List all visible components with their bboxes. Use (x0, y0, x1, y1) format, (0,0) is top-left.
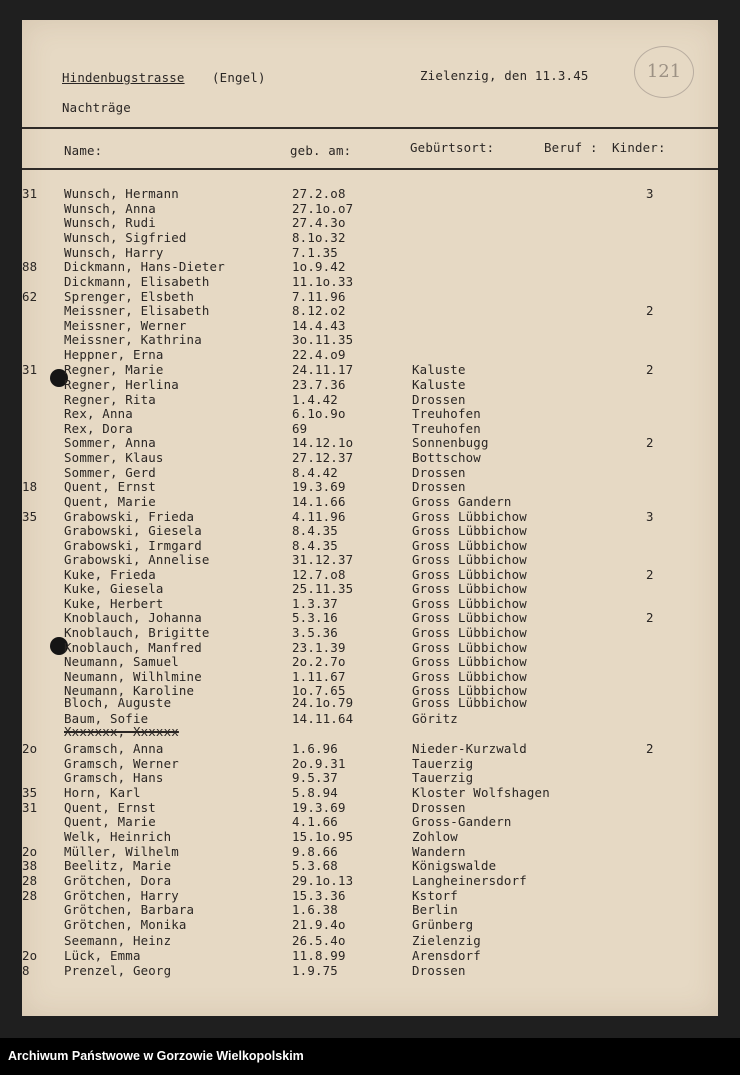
person-name: Quent, Marie (64, 494, 156, 509)
birth-place: Drossen (412, 465, 466, 480)
person-name: Rex, Dora (64, 421, 133, 436)
person-name: Müller, Wilhelm (64, 844, 179, 859)
table-row (22, 466, 718, 480)
birth-date: 8.4.35 (292, 523, 338, 538)
table-row (22, 187, 718, 201)
column-header-profession: Beruf : (544, 140, 598, 155)
table-row (22, 393, 718, 407)
table-row (22, 480, 718, 494)
person-name: Neumann, Wilhlmine (64, 669, 202, 684)
person-name: Gramsch, Anna (64, 741, 164, 756)
birth-place: Gross Lübbichow (412, 669, 527, 684)
birth-place: Grünberg (412, 917, 474, 932)
person-name: Bloch, Auguste (64, 695, 172, 710)
row-number: 38 (22, 858, 38, 873)
birth-place: Kaluste (412, 362, 466, 377)
table-row (22, 949, 718, 963)
table-row (22, 304, 718, 318)
person-name: Regner, Rita (64, 392, 156, 407)
birth-place: Gross Lübbichow (412, 683, 527, 698)
birth-place: Gross Lübbichow (412, 625, 527, 640)
person-name: Sprenger, Elsbeth (64, 289, 195, 304)
person-name: Xxxxxxx, Xxxxxx (64, 724, 179, 739)
person-name: Wunsch, Anna (64, 201, 156, 216)
children-count: 2 (646, 610, 654, 625)
row-number: 8 (22, 963, 30, 978)
birth-place: Bottschow (412, 450, 481, 465)
children-count: 2 (646, 567, 654, 582)
birth-date: 9.5.37 (292, 770, 338, 785)
table-row (22, 290, 718, 304)
birth-date: 5.8.94 (292, 785, 338, 800)
birth-date: 1.6.96 (292, 741, 338, 756)
person-name: Meissner, Werner (64, 318, 187, 333)
column-header-children: Kinder: (612, 140, 666, 155)
birth-date: 2o.9.31 (292, 756, 346, 771)
table-row (22, 568, 718, 582)
table-row (22, 202, 718, 216)
person-name: Gramsch, Hans (64, 770, 164, 785)
table-row (22, 696, 718, 710)
person-name: Kuke, Herbert (64, 596, 164, 611)
person-name: Knoblauch, Johanna (64, 610, 202, 625)
table-row (22, 889, 718, 903)
person-name: Rex, Anna (64, 406, 133, 421)
birth-place: Gross Lübbichow (412, 552, 527, 567)
birth-date: 25.11.35 (292, 581, 354, 596)
person-name: Quent, Ernst (64, 479, 156, 494)
children-count: 3 (646, 186, 654, 201)
birth-date: 4.1.66 (292, 814, 338, 829)
person-name: Knoblauch, Manfred (64, 640, 202, 655)
birth-place: Tauerzig (412, 756, 474, 771)
place-date: Zielenzig, den 11.3.45 (420, 68, 589, 83)
table-row (22, 333, 718, 347)
table-row (22, 611, 718, 625)
table-row (22, 422, 718, 436)
birth-date: 27.2.o8 (292, 186, 346, 201)
birth-place: Drossen (412, 963, 466, 978)
person-name: Quent, Marie (64, 814, 156, 829)
birth-date: 4.11.96 (292, 509, 346, 524)
row-number: 35 (22, 785, 38, 800)
birth-place: Berlin (412, 902, 458, 917)
row-number: 28 (22, 888, 38, 903)
row-number: 18 (22, 479, 38, 494)
birth-date: 23.1.39 (292, 640, 346, 655)
birth-place: Drossen (412, 479, 466, 494)
birth-place: Gross Lübbichow (412, 567, 527, 582)
table-row (22, 275, 718, 289)
person-name: Dickmann, Elisabeth (64, 274, 210, 289)
table-row (22, 407, 718, 421)
subtitle: Nachträge (62, 100, 131, 115)
person-name: Kuke, Frieda (64, 567, 156, 582)
birth-place: Gross Lübbichow (412, 654, 527, 669)
table-row (22, 859, 718, 873)
birth-date: 26.5.4o (292, 933, 346, 948)
table-row (22, 539, 718, 553)
person-name: Baum, Sofie (64, 711, 149, 726)
archive-footer (0, 1038, 740, 1075)
page-number-stamp: 121 (634, 46, 694, 98)
person-name: Grötchen, Barbara (64, 902, 195, 917)
person-name: Regner, Marie (64, 362, 164, 377)
person-name: Wunsch, Harry (64, 245, 164, 260)
birth-date: 15.3.36 (292, 888, 346, 903)
person-name: Grabowski, Irmgard (64, 538, 202, 553)
table-row (22, 451, 718, 465)
person-name: Lück, Emma (64, 948, 141, 963)
birth-place: Göritz (412, 711, 458, 726)
birth-place: Zohlow (412, 829, 458, 844)
birth-date: 14.4.43 (292, 318, 346, 333)
birth-date: 1.4.42 (292, 392, 338, 407)
person-name: Gramsch, Werner (64, 756, 179, 771)
children-count: 2 (646, 435, 654, 450)
table-row (22, 216, 718, 230)
person-name: Grötchen, Harry (64, 888, 179, 903)
column-header-born: geb. am: (290, 143, 352, 158)
table-row (22, 771, 718, 785)
table-row (22, 786, 718, 800)
birth-place: Gross Lübbichow (412, 640, 527, 655)
birth-date: 6.1o.9o (292, 406, 346, 421)
table-row (22, 436, 718, 450)
table-row (22, 815, 718, 829)
row-number: 2o (22, 741, 38, 756)
table-row (22, 260, 718, 274)
birth-date: 7.11.96 (292, 289, 346, 304)
birth-date: 27.4.3o (292, 215, 346, 230)
birth-place: Arensdorf (412, 948, 481, 963)
row-number: 88 (22, 259, 38, 274)
birth-date: 1o.7.65 (292, 683, 346, 698)
table-row (22, 801, 718, 815)
birth-place: Drossen (412, 392, 466, 407)
person-name: Grötchen, Monika (64, 917, 187, 932)
birth-date: 69 (292, 421, 308, 436)
person-name: Wunsch, Hermann (64, 186, 179, 201)
birth-place: Gross Lübbichow (412, 596, 527, 611)
birth-date: 3o.11.35 (292, 332, 354, 347)
table-row (22, 348, 718, 362)
document-page (22, 20, 718, 1016)
row-number: 31 (22, 186, 38, 201)
birth-place: Gross Gandern (412, 494, 512, 509)
birth-date: 3.5.36 (292, 625, 338, 640)
birth-date: 27.12.37 (292, 450, 354, 465)
table-row (22, 934, 718, 948)
person-name: Beelitz, Marie (64, 858, 172, 873)
archive-name: Archiwum Państwowe w Gorzowie Wielkopolskim (8, 1049, 304, 1063)
birth-date: 1.11.67 (292, 669, 346, 684)
birth-date: 21.9.4o (292, 917, 346, 932)
birth-place: Nieder-Kurzwald (412, 741, 527, 756)
birth-date: 8.4.35 (292, 538, 338, 553)
children-count: 2 (646, 362, 654, 377)
birth-date: 27.1o.o7 (292, 201, 354, 216)
person-name: Heppner, Erna (64, 347, 164, 362)
column-header-name: Name: (64, 143, 103, 158)
birth-date: 12.7.o8 (292, 567, 346, 582)
birth-place: Treuhofen (412, 421, 481, 436)
birth-date: 24.11.17 (292, 362, 354, 377)
birth-place: Drossen (412, 800, 466, 815)
birth-date: 11.8.99 (292, 948, 346, 963)
street-title: Hindenbugstrasse (62, 70, 185, 85)
person-name: Knoblauch, Brigitte (64, 625, 210, 640)
person-name: Sommer, Anna (64, 435, 156, 450)
children-count: 3 (646, 509, 654, 524)
person-name: Grötchen, Dora (64, 873, 172, 888)
person-name: Welk, Heinrich (64, 829, 172, 844)
birth-place: Kloster Wolfshagen (412, 785, 550, 800)
row-number: 2o (22, 844, 38, 859)
birth-place: Wandern (412, 844, 466, 859)
birth-date: 23.7.36 (292, 377, 346, 392)
birth-place: Treuhofen (412, 406, 481, 421)
birth-date: 19.3.69 (292, 800, 346, 815)
birth-date: 5.3.16 (292, 610, 338, 625)
person-name: Grabowski, Annelise (64, 552, 210, 567)
person-name: Prenzel, Georg (64, 963, 172, 978)
birth-place: Gross Lübbichow (412, 523, 527, 538)
birth-place: Kaluste (412, 377, 466, 392)
birth-date: 29.1o.13 (292, 873, 354, 888)
person-name: Grabowski, Giesela (64, 523, 202, 538)
table-row (22, 231, 718, 245)
person-name: Meissner, Kathrina (64, 332, 202, 347)
table-row (22, 670, 718, 684)
table-row (22, 319, 718, 333)
person-name: Horn, Karl (64, 785, 141, 800)
table-row (22, 655, 718, 669)
birth-place: Sonnenbugg (412, 435, 489, 450)
person-name: Neumann, Samuel (64, 654, 179, 669)
birth-date: 5.3.68 (292, 858, 338, 873)
birth-date: 19.3.69 (292, 479, 346, 494)
row-number: 35 (22, 509, 38, 524)
person-name: Grabowski, Frieda (64, 509, 195, 524)
birth-date: 7.1.35 (292, 245, 338, 260)
birth-place: Tauerzig (412, 770, 474, 785)
birth-date: 15.1o.95 (292, 829, 354, 844)
table-row (22, 742, 718, 756)
person-name: Wunsch, Rudi (64, 215, 156, 230)
table-row (22, 246, 718, 260)
table-row (22, 582, 718, 596)
children-count: 2 (646, 741, 654, 756)
children-count: 2 (646, 303, 654, 318)
row-number: 2o (22, 948, 38, 963)
table-row (22, 597, 718, 611)
table-row (22, 725, 718, 739)
birth-date: 11.1o.33 (292, 274, 354, 289)
header-rule-bottom (22, 168, 718, 170)
person-name: Neumann, Karoline (64, 683, 195, 698)
birth-place: Kstorf (412, 888, 458, 903)
birth-place: Gross-Gandern (412, 814, 512, 829)
row-number: 28 (22, 873, 38, 888)
person-name: Seemann, Heinz (64, 933, 172, 948)
birth-date: 14.12.1o (292, 435, 354, 450)
table-row (22, 830, 718, 844)
birth-date: 22.4.o9 (292, 347, 346, 362)
birth-place: Gross Lübbichow (412, 509, 527, 524)
birth-date: 8.4.42 (292, 465, 338, 480)
person-name: Quent, Ernst (64, 800, 156, 815)
birth-place: Gross Lübbichow (412, 581, 527, 596)
birth-date: 1.6.38 (292, 902, 338, 917)
person-name: Wunsch, Sigfried (64, 230, 187, 245)
birth-date: 2o.2.7o (292, 654, 346, 669)
person-name: Sommer, Gerd (64, 465, 156, 480)
table-row (22, 918, 718, 932)
person-name: Dickmann, Hans-Dieter (64, 259, 225, 274)
birth-date: 14.11.64 (292, 711, 354, 726)
column-header-birthplace: Gebürtsort: (410, 140, 495, 155)
table-row (22, 845, 718, 859)
birth-date: 9.8.66 (292, 844, 338, 859)
table-row (22, 378, 718, 392)
birth-place: Gross Lübbichow (412, 538, 527, 553)
birth-date: 1o.9.42 (292, 259, 346, 274)
birth-place: Zielenzig (412, 933, 481, 948)
birth-date: 31.12.37 (292, 552, 354, 567)
table-row (22, 641, 718, 655)
birth-date: 14.1.66 (292, 494, 346, 509)
table-row (22, 524, 718, 538)
birth-place: Königswalde (412, 858, 497, 873)
table-row (22, 495, 718, 509)
table-row (22, 553, 718, 567)
person-name: Regner, Herlina (64, 377, 179, 392)
person-name: Meissner, Elisabeth (64, 303, 210, 318)
person-name: Kuke, Giesela (64, 581, 164, 596)
row-number: 62 (22, 289, 38, 304)
table-row (22, 874, 718, 888)
birth-place: Gross Lübbichow (412, 610, 527, 625)
owner-name: (Engel) (212, 70, 266, 85)
row-number: 31 (22, 800, 38, 815)
birth-date: 8.1o.32 (292, 230, 346, 245)
table-row (22, 903, 718, 917)
birth-date: 1.9.75 (292, 963, 338, 978)
table-row (22, 964, 718, 978)
table-row (22, 363, 718, 377)
birth-place: Gross Lübbichow (412, 695, 527, 710)
birth-date: 24.1o.79 (292, 695, 354, 710)
header-rule-top (22, 127, 718, 129)
table-row (22, 757, 718, 771)
birth-date: 1.3.37 (292, 596, 338, 611)
table-row (22, 510, 718, 524)
birth-date: 8.12.o2 (292, 303, 346, 318)
row-number: 31 (22, 362, 38, 377)
person-name: Sommer, Klaus (64, 450, 164, 465)
birth-place: Langheinersdorf (412, 873, 527, 888)
table-row (22, 626, 718, 640)
